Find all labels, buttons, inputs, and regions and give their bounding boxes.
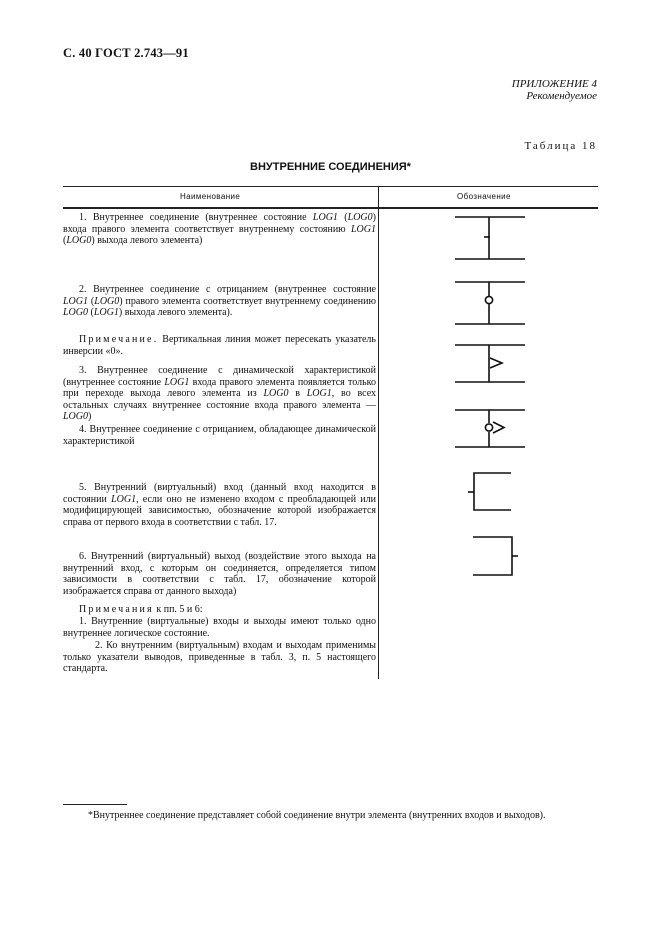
appendix-subtitle: Рекомендуемое: [526, 90, 597, 102]
symbol-virtual-input: [466, 470, 516, 515]
row-2-text: 2. Внутреннее соединение с отрицанием (внутреннее состояние LOG1 (LOG0) правого элемента соответствует внутреннему соединению LOG0 (LOG1) выхода левого элемента).: [63, 284, 376, 319]
row-4-text: 4. Внутреннее соединение с отрицанием, обладающее динамической характеристикой: [63, 424, 376, 447]
footnote: *Внутреннее соединение представляет собой соединение внутри элемента (внутренних входов и выходов).: [88, 810, 546, 821]
appendix-label: [512, 78, 597, 102]
symbol-internal-connection-negation: [455, 279, 530, 329]
row-6-text: 6. Внутренний (виртуальный) выход (воздействие этого выхода на внутренний вход, с которым он соединяется, определяется типом зависимости в соответствии с табл. 17, обозначение которой изображается справа от данного выхода): [63, 551, 376, 597]
symbol-internal-connection: [455, 214, 530, 264]
notes-item-2: 2. Ко внутренним (виртуальным) входам и выходам применимы только указатели выводов, приведенные в табл. 3, п. 5 настоящего стандарта.: [63, 640, 376, 675]
appendix-title: ПРИЛОЖЕНИЕ 4: [511, 78, 597, 90]
column-header-symbol: Обозначение: [457, 192, 511, 201]
table-title: ВНУТРЕННИЕ СОЕДИНЕНИЯ*: [250, 161, 411, 173]
table-header-rule: [63, 207, 598, 209]
symbol-virtual-output: [470, 534, 520, 579]
notes-heading: Примечания к пп. 5 и 6:: [79, 604, 203, 615]
symbol-internal-connection-negation-dynamic: [455, 407, 530, 452]
page-header: С. 40 ГОСТ 2.743—91: [63, 46, 189, 60]
row-3-text: 3. Внутреннее соединение с динамической характеристикой (внутреннее состояние LOG1 входа правого элемента появляется только при переходе выхода левого элемента из LOG0 в LOG1, во всех остальных случаях внутреннее состояние входа правого элемента — LOG0): [63, 365, 377, 423]
table-number: Таблица 18: [524, 140, 597, 152]
notes-item-1: 1. Внутренние (виртуальные) входы и выходы имеют только одно внутреннее логическое состояние.: [63, 616, 376, 639]
row-2-note: Примечание. Вертикальная линия может пересекать указатель инверсии «0».: [63, 334, 376, 357]
footnote-rule: [63, 804, 127, 805]
column-header-name: Наименование: [180, 192, 241, 201]
symbol-internal-connection-dynamic: [455, 342, 530, 387]
table-top-rule: [63, 186, 598, 187]
table-column-divider: [378, 186, 379, 679]
row-5-text: 5. Внутренний (виртуальный) вход (данный вход находится в состоянии LOG1, если оно не изменено входом с преобладающей или модифицирующей зависимостью, обозначение которой изображается справа от первого входа в соответствии с табл. 17.: [63, 482, 377, 528]
row-1-text: 1. Внутреннее соединение (внутреннее состояние LOG1 (LOG0) входа правого элемента соответствует внутреннему состоянию LOG1 (LOG0) выхода левого элемента): [63, 212, 376, 247]
